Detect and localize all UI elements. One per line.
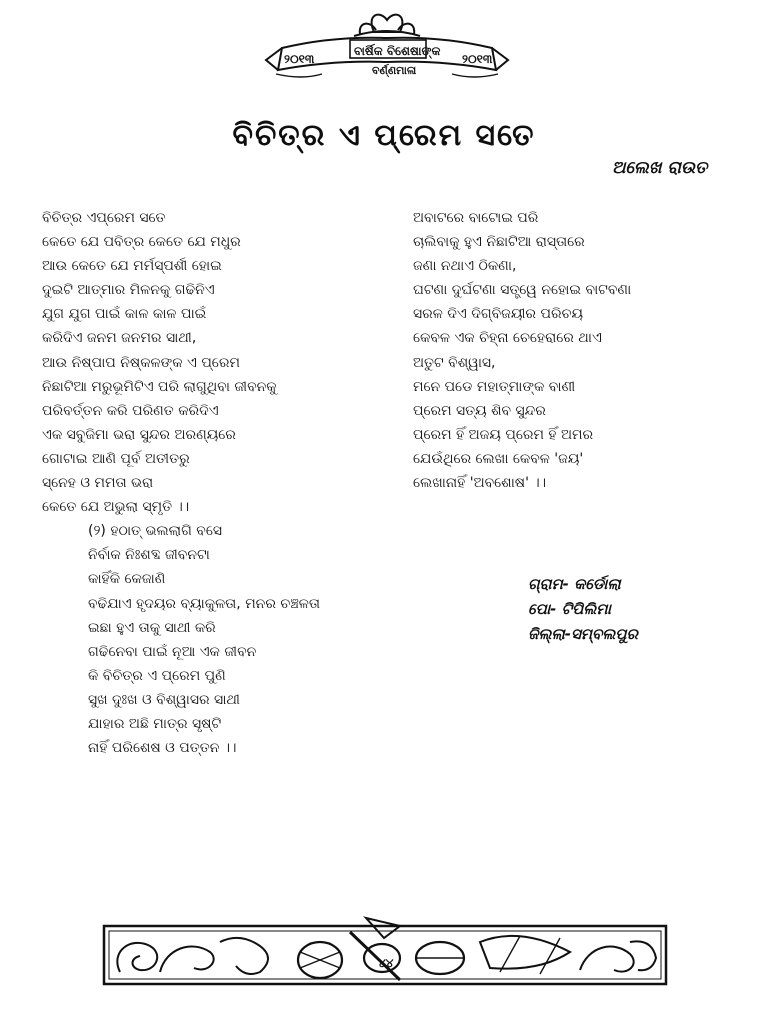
- header-banner: [262, 8, 512, 90]
- poem-line: ନିଛାଟିଆ ମରୁଭୂମିଟିଏ ପରି ଲାଗୁଥିବା ଜୀବନକୁ: [42, 378, 277, 395]
- address-village: ଗ୍ରାମ- କର୍ଡୋଲା: [528, 575, 621, 593]
- poem-line: ଦୁଇଟି ଆତ୍ମାର ମିଳନକୁ ଗଢିନିଏ: [42, 282, 215, 299]
- address-district: ଜିଲ୍ଲା-ସମ୍ବଲପୁର: [528, 625, 638, 643]
- poem-line: ଇଛା ହୁଏ ତାକୁ ସାଥୀ କରି: [88, 619, 216, 636]
- poem-line: କେତେ ଯେ ଅଭୁଲା ସ୍ମୃତି ।।: [42, 499, 190, 516]
- poem-line: ମନେ ପଡେ ମହାତ୍ମାଙ୍କ ବାଣୀ: [413, 378, 576, 395]
- poem-line: ସ୍ନେହ ଓ ମମତା ଭରା: [42, 475, 154, 492]
- poem-line: କେବଳ ଏକ ଚିହ୍ନା ଚେହେରାରେ ଥାଏ: [413, 330, 602, 347]
- banner-year-right: ୨୦୧୩: [462, 52, 493, 66]
- poem-line: ଅତୁଟ ବିଶ୍ୱାସ,: [413, 354, 496, 371]
- poem-line: ସରଳ ଦିଏ ଦିଗ୍‌ବିଜୟୀର ପରିଚୟ: [413, 306, 584, 323]
- poem-line: କରିଦିଏ ଜନମ ଜନମର ସାଥୀ,: [42, 330, 197, 347]
- poem-line: ଆଉ ନିଷ୍ପାପ ନିଷ୍କଳଙ୍କ ଏ ପ୍ରେମ: [42, 354, 240, 371]
- poem-line: ଜଣା ନଥାଏ ଠିକଣା,: [413, 258, 517, 275]
- poem-line: ଅବାଟରେ ବାଟୋଇ ପରି: [413, 210, 539, 226]
- poem-line: କେତେ ଯେ ପବିତ୍ର କେତେ ଯେ ମଧୁର: [42, 234, 241, 251]
- poem-line: କାହିଁକି କେଜାଣି: [88, 571, 166, 588]
- poem-line: ଗଢିନେବା ପାଇଁ ନୂଆ ଏକ ଜୀବନ: [88, 643, 257, 660]
- poem-line: ଯେଉଁଥିରେ ଲେଖା କେବଳ 'ଜୟ': [413, 450, 584, 467]
- footer-ornament: [100, 912, 670, 992]
- poem-line: ଗୋଟାଇ ଆଣି ପୂର୍ବ ଅତୀତରୁ: [42, 450, 190, 467]
- poem-line: ଆଉ କେତେ ଯେ ମର୍ମସ୍ପର୍ଶୀ ହୋଇ: [42, 258, 222, 275]
- poem-line: ବଢିଯାଏ ହୃଦୟର ବ୍ୟାକୁଳତା, ମନର ଚଞ୍ଚଳତା: [88, 595, 321, 612]
- author-address: [528, 572, 638, 647]
- banner-year-left: ୨୦୧୩: [284, 52, 315, 66]
- banner-special-issue: ବାର୍ଷିକ ବିଶେଷାଙ୍କ: [354, 44, 441, 58]
- poem-line: ସୁଖ ଦୁଃଖ ଓ ବିଶ୍ୱାସର ସାଥୀ: [88, 691, 240, 708]
- poem-line: ଘଟଣା ଦୁର୍ଘଟଣା ସତ୍ତ୍ୱେ ନହୋଇ ବାଟବଣା: [413, 282, 632, 299]
- poem-line: ପ୍ରେମ ହିଁ ଅଜୟ ପ୍ରେମ ହିଁ ଅମର: [413, 426, 594, 443]
- poem-line: ଯୁଗ ଯୁଗ ପାଇଁ କାଳ କାଳ ପାଇଁ: [42, 306, 207, 323]
- banner-magazine-name: ବର୍ଣ୍ଣମାଳା: [372, 64, 417, 77]
- musical-instruments-border-icon: [100, 912, 670, 992]
- poem-line: ନାହିଁ ପରିଶେଷ ଓ ପତ୍ତନ ।।: [88, 740, 237, 757]
- poem-line: ଚାଲିବାକୁ ହୁଏ ନିଛାଟିଆ ରାସ୍ତାରେ: [413, 234, 585, 251]
- poem-line: (୨) ହଠାତ୍ ଭଲଲାଗି ବସେ: [88, 523, 222, 540]
- poem-line: ଲେଖାନାହିଁ 'ଅବଶୋଷ' ।।: [413, 475, 547, 492]
- poem-left-column: [42, 206, 320, 760]
- poem-line: ଯାହାର ଅଛି ମାତ୍ର ସୃଷ୍ଟି: [88, 715, 222, 732]
- poem-author: ଅଲେଖ ରାଉତ: [612, 158, 708, 178]
- poem-line: କି ବିଚିତ୍ର ଏ ପ୍ରେମ ପୁଣି: [88, 667, 226, 684]
- page-number: ୪୪: [378, 956, 394, 970]
- poem-line: ପରିବର୍ତ୍ତନ କରି ପରିଣତ କରିଦିଏ: [42, 402, 219, 419]
- poem-title: ବିଚିତ୍ର ଏ ପ୍ରେମ ସତେ: [232, 118, 536, 153]
- address-post: ପୋ- ଟିପିଲିମା: [528, 600, 611, 618]
- poem-line: ନିର୍ବାକ ନିଃଶବ୍ଦ ଜୀବନଟା: [88, 547, 210, 564]
- poem-right-column: [413, 206, 631, 495]
- poem-line: ବିଚିତ୍ର ଏପ୍ରେମ ସତେ: [42, 210, 166, 226]
- poem-line: ପ୍ରେମ ସତ୍ୟ ଶିବ ସୁନ୍ଦର: [413, 402, 546, 419]
- poem-line: ଏକ ସବୁଜିମା ଭରା ସୁନ୍ଦର ଅରଣ୍ୟରେ: [42, 426, 236, 443]
